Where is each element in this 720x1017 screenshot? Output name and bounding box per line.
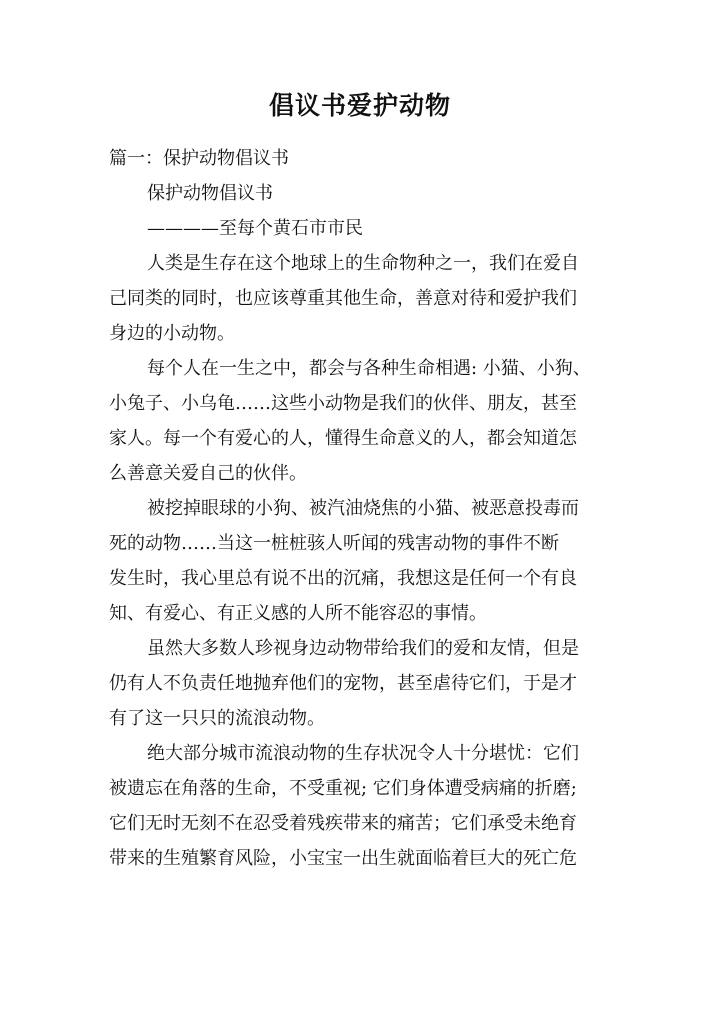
paragraph-line: 被遗忘在角落的生命，不受重视; 它们身体遭受病痛的折磨; [109, 778, 577, 799]
letter-title: 保护动物倡议书 [147, 183, 273, 204]
paragraph-line: 知、有爱心、有正义感的人所不能容忍的事情。 [109, 603, 487, 624]
letter-recipient: ————至每个黄石市市民 [147, 218, 363, 239]
paragraph-line: 每个人在一生之中，都会与各种生命相遇: 小猫、小狗、 [147, 358, 591, 379]
paragraph-line: 家人。每一个有爱心的人，懂得生命意义的人，都会知道怎 [109, 428, 577, 449]
document-title: 倡议书爱护动物 [268, 91, 451, 120]
paragraph-line: 人类是生存在这个地球上的生命物种之一，我们在爱自 [147, 253, 579, 274]
paragraph-line: 有了这一只只的流浪动物。 [109, 708, 325, 729]
paragraph-line: 被挖掉眼球的小狗、被汽油烧焦的小猫、被恶意投毒而 [147, 498, 579, 519]
paragraph-line: 己同类的同时，也应该尊重其他生命，善意对待和爱护我们 [109, 288, 577, 309]
paragraph-line: 发生时，我心里总有说不出的沉痛，我想这是任何一个有良 [109, 568, 577, 589]
paragraph-line: 死的动物……当这一桩桩骇人听闻的残害动物的事件不断 [109, 533, 559, 554]
paragraph-line: 绝大部分城市流浪动物的生存状况令人十分堪忧：它们 [147, 743, 579, 764]
section-heading: 篇一：保护动物倡议书 [109, 148, 289, 169]
paragraph-line: 身边的小动物。 [109, 323, 235, 344]
paragraph-line: 虽然大多数人珍视身边动物带给我们的爱和友情，但是 [147, 638, 579, 659]
paragraph-line: 小兔子、小乌龟……这些小动物是我们的伙伴、朋友，甚至 [109, 393, 577, 414]
document-body [109, 141, 611, 876]
paragraph-line: 带来的生殖繁育风险，小宝宝一出生就面临着巨大的死亡危 [109, 848, 577, 869]
paragraph-line: 么善意关爱自己的伙伴。 [109, 463, 307, 484]
paragraph-line: 它们无时无刻不在忍受着残疾带来的痛苦；它们承受未绝育 [109, 813, 577, 834]
paragraph-line: 仍有人不负责任地抛弃他们的宠物，甚至虐待它们，于是才 [109, 673, 577, 694]
